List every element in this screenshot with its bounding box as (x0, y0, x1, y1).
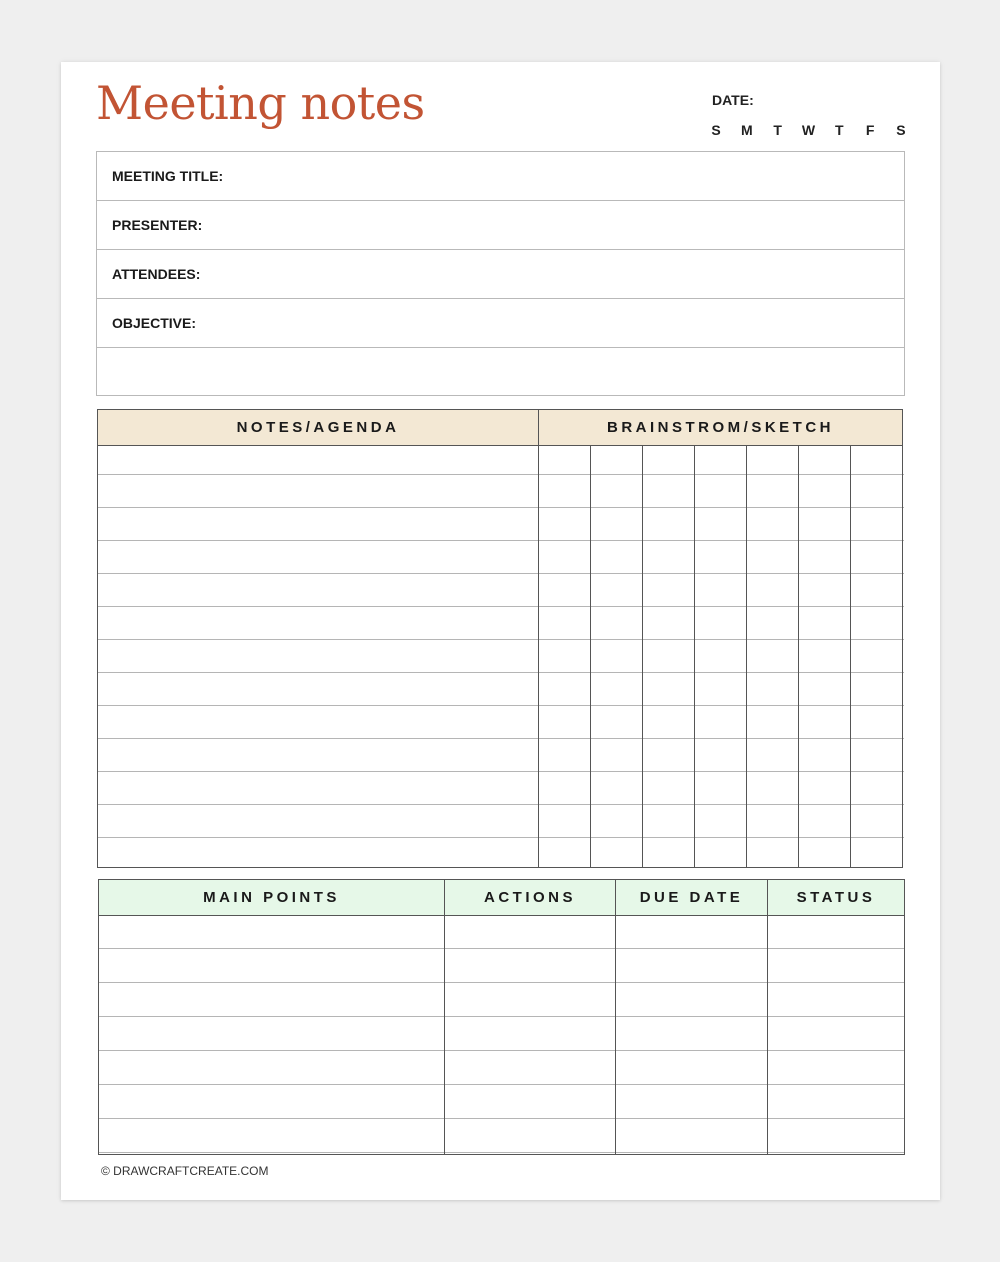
notes-lined-area[interactable] (98, 446, 539, 868)
main-points-table (98, 879, 905, 1155)
presenter-field[interactable]: PRESENTER: (97, 201, 904, 250)
actions-column[interactable] (445, 916, 616, 1154)
day-monday[interactable]: M (740, 122, 753, 138)
notes-agenda-header: NOTES/AGENDA (98, 410, 539, 446)
day-tuesday[interactable]: T (773, 122, 782, 138)
main-points-column[interactable] (99, 916, 445, 1154)
meeting-title-field[interactable]: MEETING TITLE: (97, 152, 904, 201)
sketch-grid-area[interactable] (539, 446, 904, 868)
day-sunday[interactable]: S (711, 122, 721, 138)
attendees-field[interactable]: ATTENDEES: (97, 250, 904, 299)
main-points-header: MAIN POINTS (99, 880, 445, 916)
notes-brainstorm-section (97, 409, 903, 868)
day-wednesday[interactable]: W (801, 122, 816, 138)
meeting-info-box (96, 151, 905, 396)
due-date-column[interactable] (616, 916, 768, 1154)
page-title: Meeting notes (96, 76, 425, 130)
actions-header: ACTIONS (445, 880, 616, 916)
day-saturday[interactable]: S (896, 122, 906, 138)
status-header: STATUS (768, 880, 904, 916)
printable-page (61, 62, 940, 1200)
date-label: DATE: (712, 92, 754, 108)
objective-field[interactable]: OBJECTIVE: (97, 299, 904, 348)
status-column[interactable] (768, 916, 904, 1154)
due-date-header: DUE DATE (616, 880, 768, 916)
brainstorm-sketch-header: BRAINSTROM/SKETCH (539, 410, 902, 446)
objective-continuation-field[interactable] (97, 348, 904, 395)
copyright-footer: © DRAWCRAFTCREATE.COM (101, 1164, 269, 1178)
day-friday[interactable]: F (865, 122, 875, 138)
day-thursday[interactable]: T (835, 122, 844, 138)
weekday-selector (706, 122, 911, 138)
